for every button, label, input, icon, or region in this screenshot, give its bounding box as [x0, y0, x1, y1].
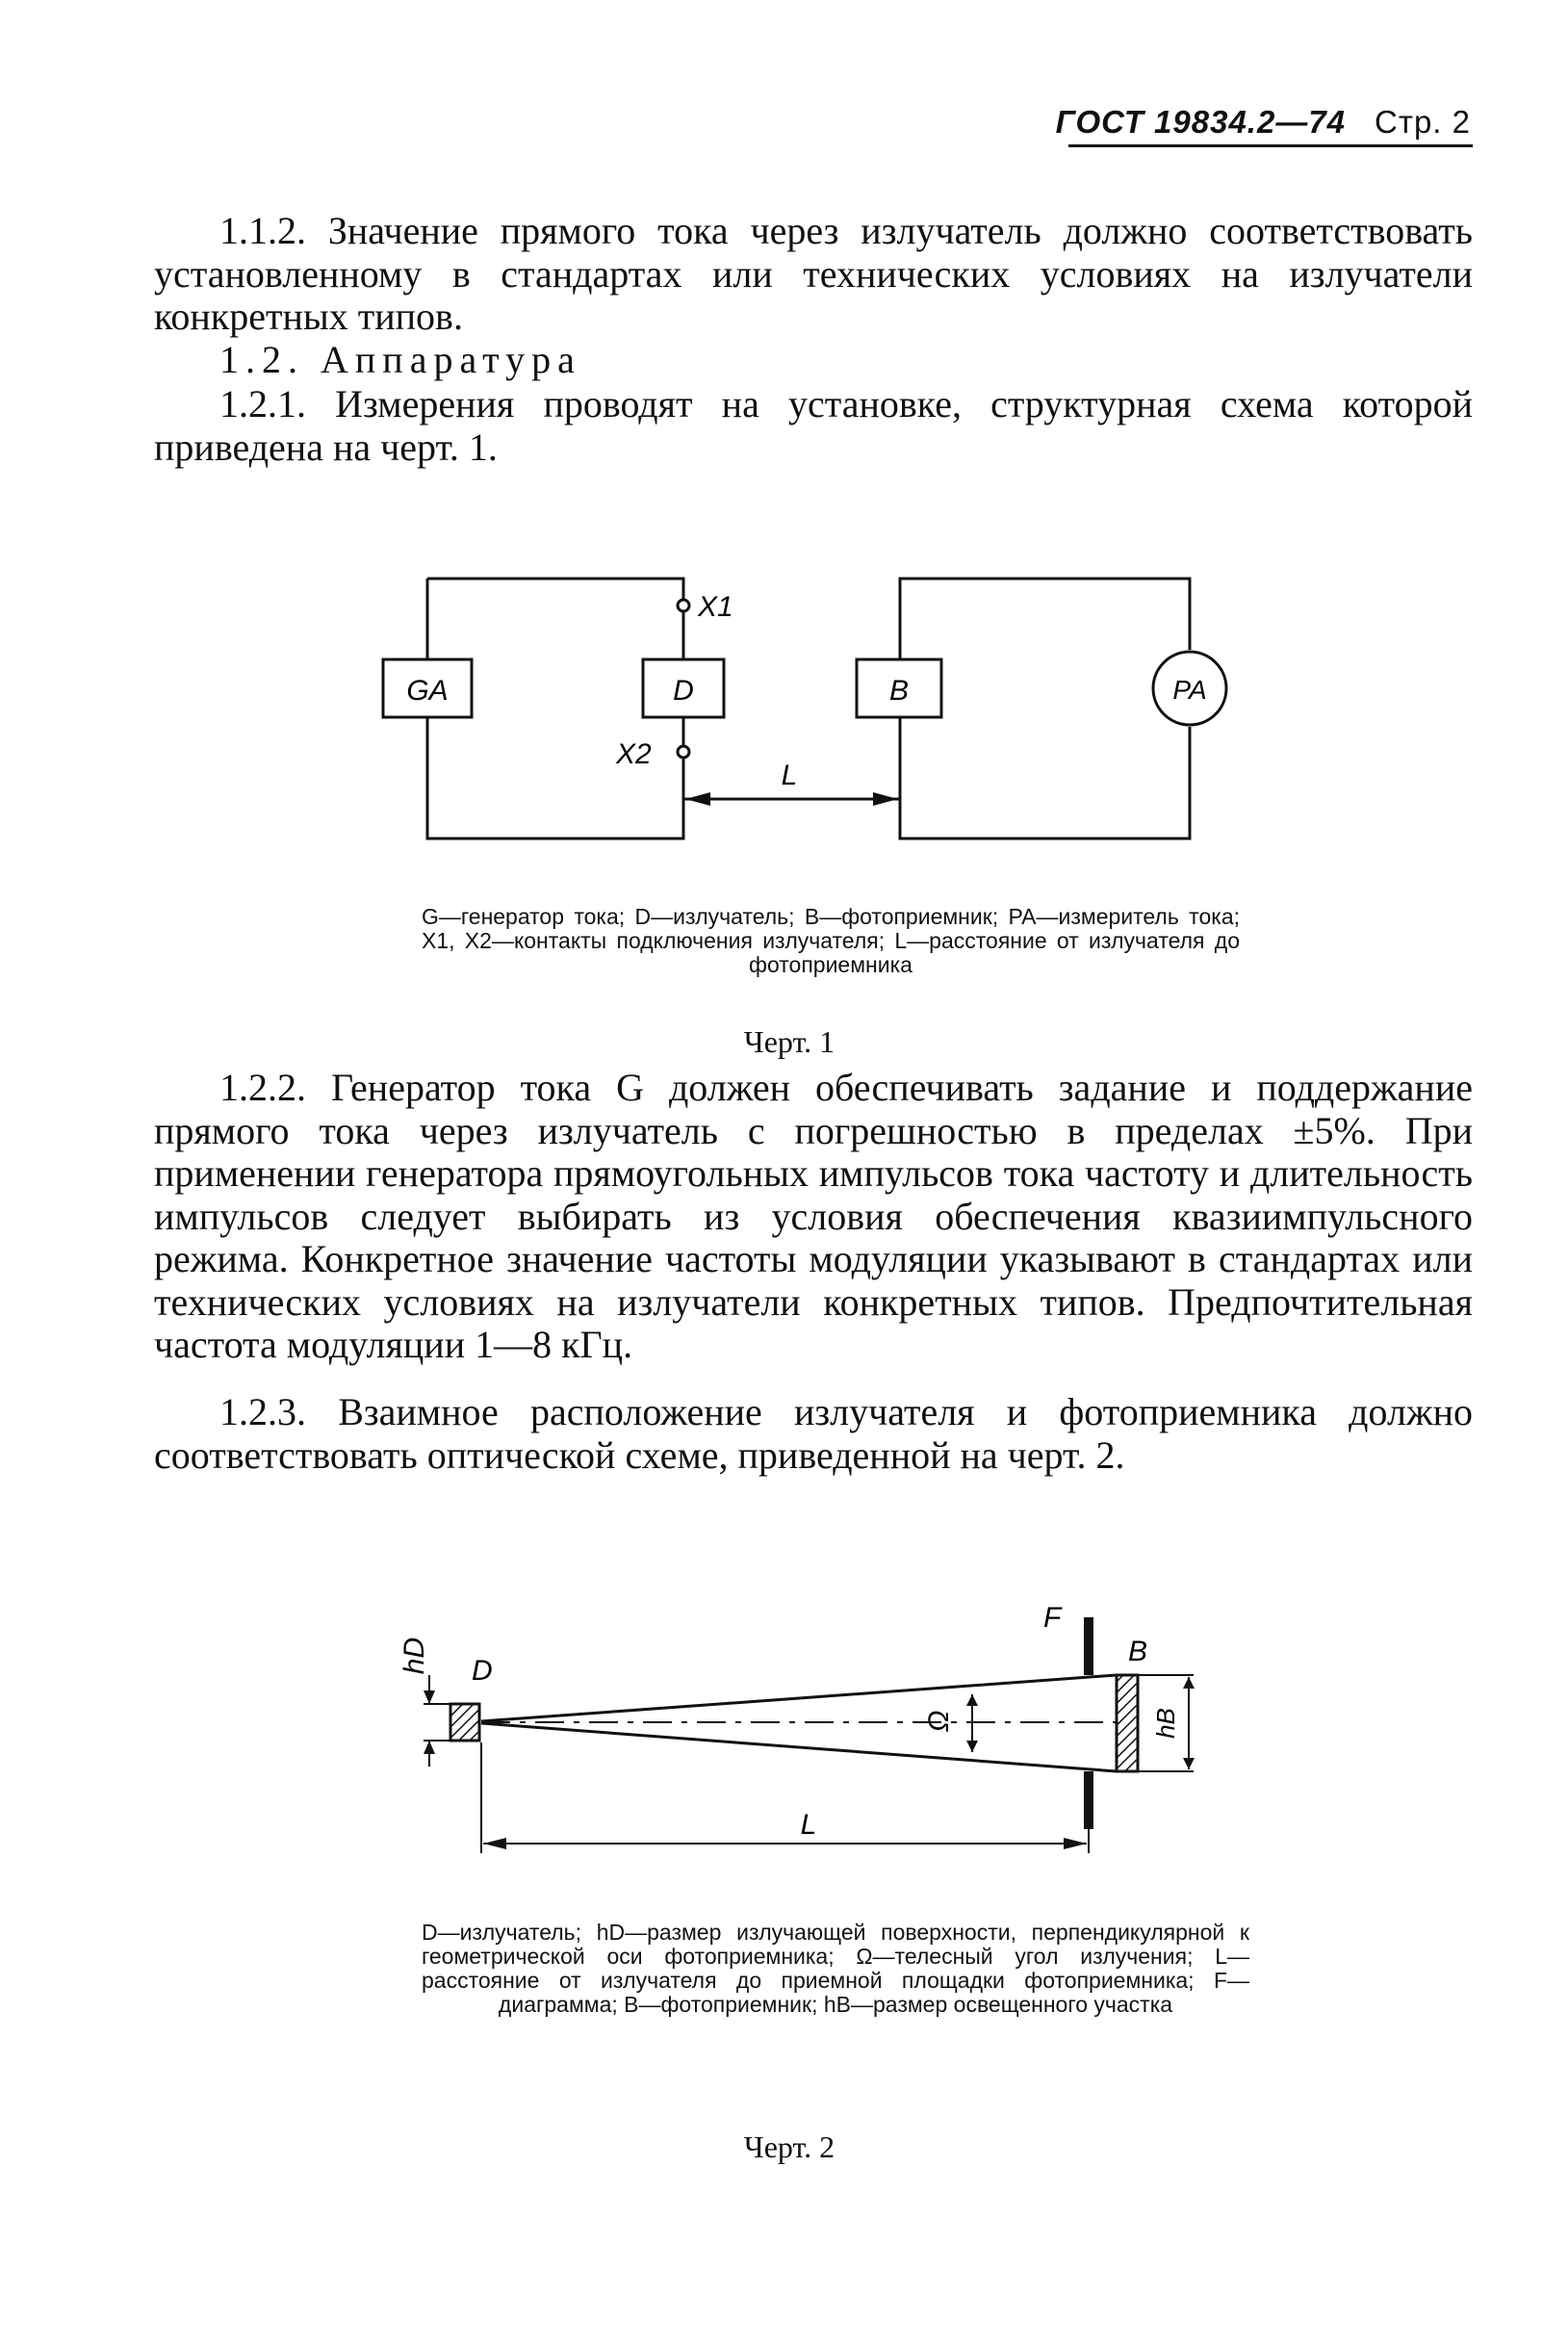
- page-number: Стр. 2: [1375, 104, 1471, 140]
- standard-number: ГОСТ 19834.2—74: [1055, 104, 1347, 140]
- wire-right: [900, 579, 1190, 839]
- l-arrow-left: [685, 792, 710, 806]
- paragraph-1-2-2: 1.2.2. Генератор тока G должен обеспечивать задание и поддержание прямого тока через излучатель с погрешностью в пределах ±5%. При применении генератора прямоугольных импульсов тока частоту и длительность импульсов следует выбирать из условия обеспечения квазиимпульсного режима. Конкретное значение частоты модуляции указывают в стандартах или технических условиях на излучатели конкретных типов. Предпочтительная частота модуляции 1—8 кГц.: [154, 1066, 1473, 1366]
- label-d: D: [472, 1655, 493, 1687]
- figure-1-title: Черт. 1: [743, 1024, 835, 1059]
- l-arrow-right: [873, 792, 898, 806]
- label-b: B: [888, 675, 910, 707]
- section-heading-1-2: 1.2. Аппаратура: [219, 338, 581, 381]
- hd-arrows: [424, 1690, 435, 1754]
- label-l: L: [781, 760, 798, 791]
- paragraph-1-2-3: 1.2.3. Взаимное расположение излучателя и фотоприемника должно соответствовать оптической схеме, приведенной на черт. 2.: [154, 1390, 1473, 1477]
- photoreceiver-b: [1117, 1675, 1138, 1771]
- label-hd: hD: [398, 1637, 430, 1675]
- label-f: F: [1043, 1602, 1062, 1634]
- figure-1-circuit-diagram: [366, 563, 1232, 852]
- contact-x2: [678, 746, 689, 758]
- label-pa: PA: [1172, 675, 1207, 705]
- label-x1: X1: [698, 591, 733, 623]
- contact-x1: [678, 600, 689, 611]
- figure-2-optical-scheme: [398, 1598, 1232, 1896]
- label-hb: hB: [1151, 1708, 1180, 1739]
- header-rule: [1068, 144, 1473, 147]
- emitter-d: [450, 1704, 479, 1741]
- paragraph-1-1-2: 1.1.2. Значение прямого тока через излучатель должно соответствовать установленному в стандартах или технических условиях на излучатели конкретных типов.: [154, 209, 1473, 338]
- label-l: L: [800, 1809, 817, 1841]
- l-dimension: [481, 1742, 1089, 1853]
- label-omega: Ω: [923, 1710, 955, 1733]
- figure-1-caption: G—генератор тока; D—излучатель; B—фотоприемник; PA—измеритель тока; X1, X2—контакты подключения излучателя; L—расстояние от излучателя до фотоприемника: [422, 904, 1240, 977]
- wire-top-left: [427, 579, 683, 600]
- label-b: B: [1128, 1636, 1148, 1667]
- figure-2-caption: D—излучатель; hD—размер излучающей поверхности, перпендикулярной к геометрической оси фотоприемника; Ω—телесный угол излучения; L—расстояние от излучателя до приемной площадки фотоприемника; F—диаграмма; B—фотоприемник; hB—размер освещенного участка: [422, 1920, 1249, 2017]
- paragraph-1-2-1: 1.2.1. Измерения проводят на установке, структурная схема которой приведена на черт. 1.: [154, 382, 1473, 469]
- page-header: [1056, 104, 1471, 141]
- label-ga: GA: [406, 675, 449, 707]
- wire-left: [427, 579, 683, 839]
- figure-2-title: Черт. 2: [743, 2129, 835, 2164]
- label-d: D: [673, 675, 694, 707]
- label-x2: X2: [616, 738, 652, 770]
